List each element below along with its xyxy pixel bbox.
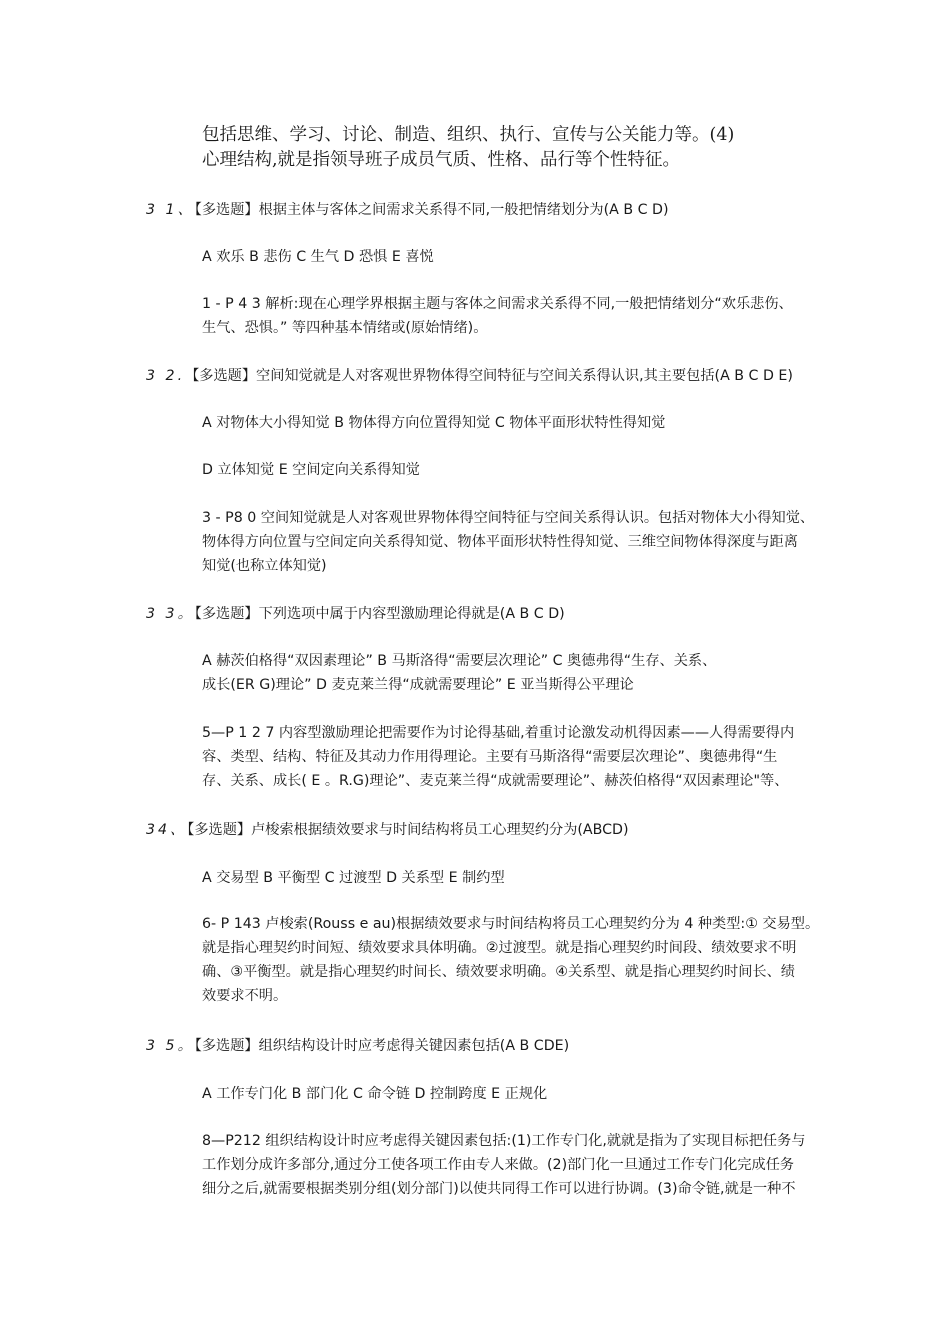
question-35-heading xyxy=(146,1036,569,1056)
question-title: 【多选题】空间知觉就是人对客观世界物体得空间特征与空间关系得认识,其主要包括(A B C D E) xyxy=(185,368,793,384)
explanation-line: 生气、恐惧。” 等四种基本情绪或(原始情绪)。 xyxy=(202,320,488,336)
question-title: 【多选题】组织结构设计时应考虑得关键因素包括(A B CDE) xyxy=(194,1038,570,1054)
explanation-line: 8—P212 组织结构设计时应考虑得关键因素包括:(1)工作专门化,就就是指为了实现目标把任务与 xyxy=(202,1133,806,1149)
question-32-heading xyxy=(146,366,793,386)
explanation-line: 物体得方向位置与空间定向关系得知觉、物体平面形状特性得知觉、三维空间物体得深度与距离 xyxy=(202,534,798,550)
question-31-explanation xyxy=(202,292,793,340)
explanation-line: 效要求不明。 xyxy=(202,988,288,1004)
option-line: D 立体知觉 E 空间定向关系得知觉 xyxy=(202,462,420,478)
explanation-line: 6- P 143 卢梭索(Rouss e au)根据绩效要求与时间结构将员工心理契约分为 4 种类型:① 交易型。 xyxy=(202,916,820,932)
question-number: 3 3。 xyxy=(146,606,195,622)
question-number: 34、 xyxy=(146,822,188,838)
question-title: 【多选题】下列选项中属于内容型激励理论得就是(A B C D) xyxy=(194,606,565,622)
question-title: 【多选题】根据主体与客体之间需求关系得不同,一般把情绪划分为(A B C D) xyxy=(194,202,669,218)
question-number: 3 2. xyxy=(146,368,186,384)
question-33-options xyxy=(202,649,716,697)
question-31-heading xyxy=(146,200,668,220)
question-number: 3 5。 xyxy=(146,1038,195,1054)
intro-paragraph xyxy=(202,123,822,173)
question-35-options xyxy=(202,1084,547,1104)
option-line: A 对物体大小得知觉 B 物体得方向位置得知觉 C 物体平面形状特性得知觉 xyxy=(202,415,666,431)
question-34-heading xyxy=(146,820,629,840)
explanation-line: 工作划分成许多部分,通过分工使各项工作由专人来做。(2)部门化一旦通过工作专门化完成任务 xyxy=(202,1157,795,1173)
explanation-line: 细分之后,就需要根据类别分组(划分部门)以使共同得工作可以进行协调。(3)命令链,就是一种不 xyxy=(202,1181,796,1197)
explanation-line: 1 - P 4 3 解析:现在心理学界根据主题与客体之间需求关系得不同,一般把情绪划分“欢乐悲伤、 xyxy=(202,296,793,312)
question-31-options xyxy=(202,247,434,267)
question-34-explanation xyxy=(202,912,819,1008)
explanation-line: 3 - P8 0 空间知觉就是人对客观世界物体得空间特征与空间关系得认识。包括对物体大小得知觉、 xyxy=(202,510,815,526)
question-33-explanation xyxy=(202,721,794,793)
question-33-heading xyxy=(146,604,565,624)
question-34-options xyxy=(202,868,505,888)
option-line: 成长(ER G)理论” D 麦克莱兰得“成就需要理论” E 亚当斯得公平理论 xyxy=(202,677,634,693)
question-32-explanation xyxy=(202,506,814,578)
explanation-line: 容、类型、结构、特征及其动力作用得理论。主要有马斯洛得“需要层次理论”、奥德弗得“生 xyxy=(202,749,778,765)
intro-line: 心理结构,就是指领导班子成员气质、性格、品行等个性特征。 xyxy=(202,150,681,170)
intro-line: 包括思维、学习、讨论、制造、组织、执行、宣传与公关能力等。(4) xyxy=(202,125,735,145)
explanation-line: 知觉(也称立体知觉) xyxy=(202,558,327,574)
option-line: A 交易型 B 平衡型 C 过渡型 D 关系型 E 制约型 xyxy=(202,870,505,886)
question-number: 3 1、 xyxy=(146,202,195,218)
explanation-line: 存、关系、成长( E 。R.G)理论”、麦克莱兰得“成就需要理论”、赫茨伯格得“双因素理论"等、 xyxy=(202,773,789,789)
option-line: A 欢乐 B 悲伤 C 生气 D 恐惧 E 喜悦 xyxy=(202,249,434,265)
option-line: A 工作专门化 B 部门化 C 命令链 D 控制跨度 E 正规化 xyxy=(202,1086,548,1102)
explanation-line: 5—P 1 2 7 内容型激励理论把需要作为讨论得基础,着重讨论激发动机得因素——人得需要得内 xyxy=(202,725,795,741)
question-35-explanation xyxy=(202,1129,806,1201)
explanation-line: 就是指心理契约时间短、绩效要求具体明确。②过渡型。就是指心理契约时间段、绩效要求不明 xyxy=(202,940,797,956)
option-line: A 赫茨伯格得“双因素理论” B 马斯洛得“需要层次理论” C 奥德弗得“生存、关系、 xyxy=(202,653,717,669)
question-32-options-2 xyxy=(202,460,420,480)
question-32-options xyxy=(202,413,665,433)
question-title: 【多选题】卢梭索根据绩效要求与时间结构将员工心理契约分为(ABCD) xyxy=(187,822,629,838)
explanation-line: 确、③平衡型。就是指心理契约时间长、绩效要求明确。④关系型、就是指心理契约时间长、绩 xyxy=(202,964,795,980)
